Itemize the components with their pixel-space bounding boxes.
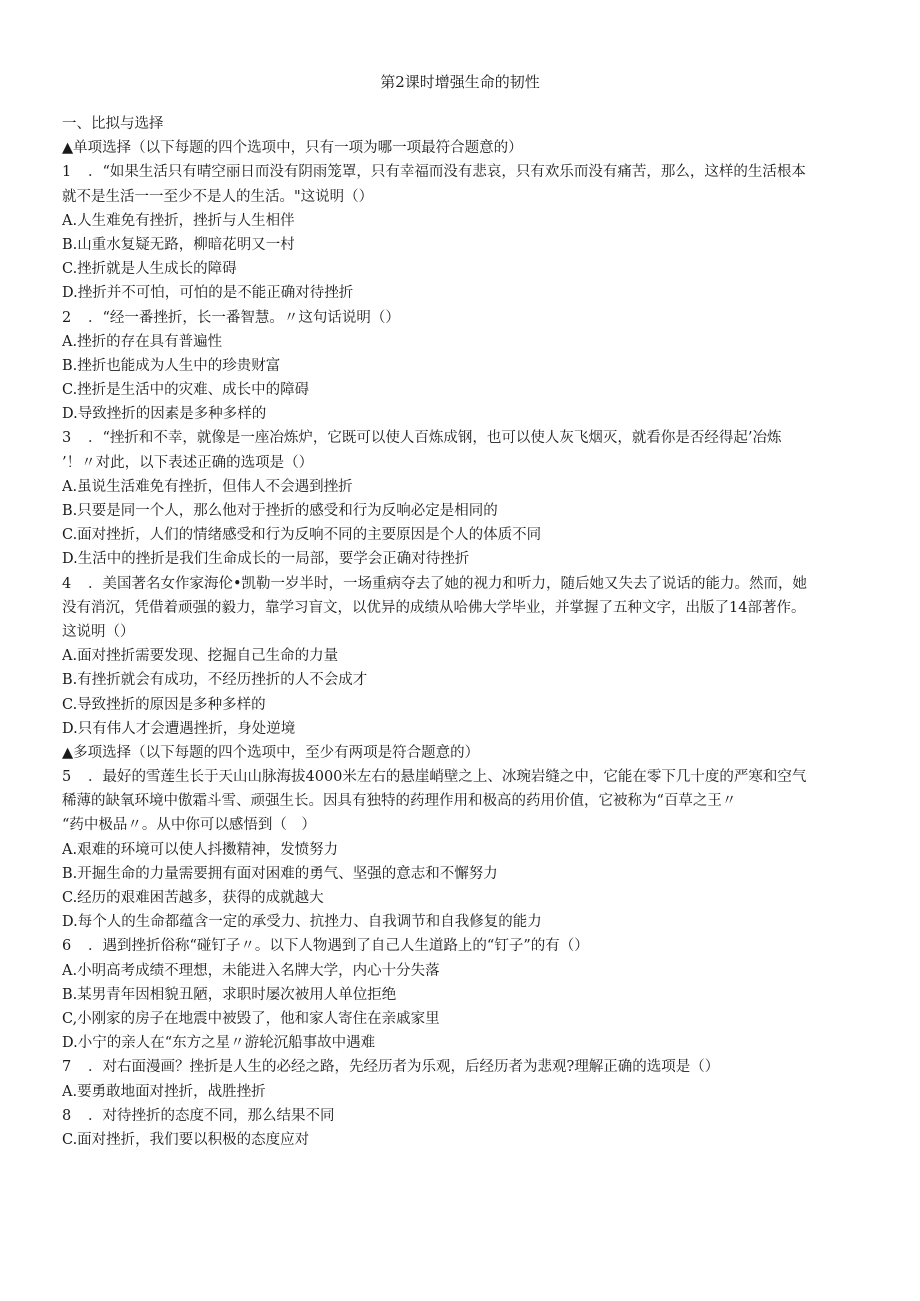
option-a: A.艰难的环境可以使人抖擞精神，发愤努力 [62, 841, 339, 858]
page-title: 第2课时增强生命的韧性 [380, 73, 540, 91]
question-7 [62, 1055, 862, 1103]
question-2 [62, 306, 862, 427]
question-3 [62, 426, 862, 571]
question-4 [62, 572, 862, 741]
option-c: C.经历的艰难困苦越多，获得的成就越大 [62, 890, 324, 906]
section-heading: 一、比拟与选择 [62, 116, 164, 132]
option-c: C,小刚家的房子在地震中被毁了，他和家人寄住在亲戚家里 [62, 1010, 440, 1027]
option-c: C.挫折是生活中的灾难、成长中的障碍 [62, 382, 310, 399]
question-text: 这说明（） [62, 623, 135, 640]
question-text: ．“挫折和不幸，就像是一座冶炼炉，它既可以使人百炼成钢，也可以使人灰飞烟灭，就看你是否经得起’冶炼 [88, 430, 782, 447]
question-number: 3 [62, 430, 72, 447]
multi-choice-header: ▲多项选择（以下每题的四个选项中，至少有两项是符合题意的） [62, 744, 480, 761]
option-d: D.小宁的亲人在“东方之星〃游轮沉船事故中遇难 [62, 1035, 376, 1052]
option-b: B.只要是同一个人，那么他对于挫折的感受和行为反响必定是相同的 [62, 503, 498, 519]
question-text: ．“如果生活只有晴空丽日而没有阴雨笼罩，只有幸福而没有悲哀，只有欢乐而没有痛苦，那么，这样的生活根本 [88, 164, 806, 181]
question-text: ．最好的雪莲生长于天山山脉海拔4000米左右的悬崖峭壁之上、冰琬岩缝之中，它能在零下几十度的严寒和空气 [88, 769, 807, 786]
option-c: C.挫折就是人生成长的障碍 [62, 261, 237, 278]
document-body [62, 112, 862, 1152]
question-5 [62, 765, 862, 934]
option-b: B.有挫折就会有成功，不经历挫折的人不会成才 [62, 672, 368, 689]
option-b: B.挫折也能成为人生中的珍贵财富 [62, 357, 281, 374]
question-number: 5 [62, 769, 72, 786]
option-a: A.面对挫折需要发现、挖掘自己生命的力量 [62, 648, 339, 665]
option-b: B.山重水复疑无路，柳暗花明又一村 [62, 236, 295, 253]
option-b: B.开掘生命的力量需要拥有面对困难的勇气、坚强的意志和不懈努力 [62, 865, 498, 882]
option-d: D.每个人的生命都蕴含一定的承受力、抗挫力、自我调节和自我修复的能力 [62, 914, 542, 931]
question-text: ．美国著名女作家海伦•凯勒一岁半时，一场重病夺去了她的视力和听力，随后她又失去了说话的能力。然而，她 [88, 575, 808, 592]
question-6 [62, 934, 862, 1055]
question-number: 4 [62, 575, 72, 592]
option-a: A.虽说生活难免有挫折，但伟人不会遇到挫折 [62, 478, 353, 495]
question-text: ．对右面漫画？挫折是人生的必经之路，先经历者为乐观，后经历者为悲观?理解正确的选项是（） [88, 1059, 720, 1076]
option-d: D.挫折并不可怕，可怕的是不能正确对待挫折 [62, 285, 354, 302]
option-a: A.人生难免有挫折，挫折与人生相伴 [62, 212, 295, 229]
question-text: ．“经一番挫折，长一番智慧。〃这句话说明（） [88, 309, 400, 326]
option-d: D.生活中的挫折是我们生命成长的一局部，要学会正确对待挫折 [62, 551, 470, 568]
option-d: D.导致挫折的因素是多种多样的 [62, 406, 267, 423]
question-text: 稀薄的缺氧环境中傲霜斗雪、顽强生长。因具有独特的药理作用和极高的药用价值，它被称为“百草之王〃 [62, 793, 737, 810]
question-number: 8 [62, 1107, 72, 1124]
option-a: A.挫折的存在具有普遍性 [62, 333, 223, 350]
question-8 [62, 1104, 862, 1152]
option-d: D.只有伟人才会遭遇挫折，身处逆境 [62, 720, 296, 737]
question-number: 6 [62, 938, 72, 955]
question-number: 2 [62, 309, 72, 326]
option-b: B.某男青年因相貌丑陋，求职时屡次被用人单位拒绝 [62, 986, 397, 1003]
question-1 [62, 160, 862, 305]
question-number: 1 [62, 164, 72, 181]
option-c: C.导致挫折的原因是多种多样的 [62, 696, 266, 713]
option-a: A.要勇敢地面对挫折，战胜挫折 [62, 1083, 266, 1100]
question-text: ．对待挫折的态度不同，那么结果不同 [88, 1107, 335, 1124]
question-text: ’！〃对此，以下表述正确的选项是（） [62, 454, 314, 471]
single-choice-header: ▲单项选择（以下每题的四个选项中，只有一项为哪一项最符合题意的） [62, 140, 523, 157]
question-text: “药中极品〃。从中你可以感悟到（ ） [62, 817, 316, 834]
option-a: A.小明高考成绩不理想，未能进入名牌大学，内心十分失落 [62, 962, 440, 979]
question-text: 就不是生活一一至少不是人的生活。"这说明（） [62, 188, 374, 205]
question-text: 没有消沉，凭借着顽强的毅力，靠学习盲文，以优异的成绩从哈佛大学毕业，并掌握了五种文字，出版了14部著作。 [62, 599, 806, 616]
option-c: C.面对挫折，我们要以积极的态度应对 [62, 1131, 310, 1148]
question-text: ．遇到挫折俗称“碰钉子〃。以下人物遇到了自己人生道路上的“钉子”的有（） [88, 938, 589, 955]
option-c: C.面对挫折，人们的情绪感受和行为反响不同的主要原因是个人的体质不同 [62, 527, 542, 544]
question-number: 7 [62, 1059, 72, 1076]
